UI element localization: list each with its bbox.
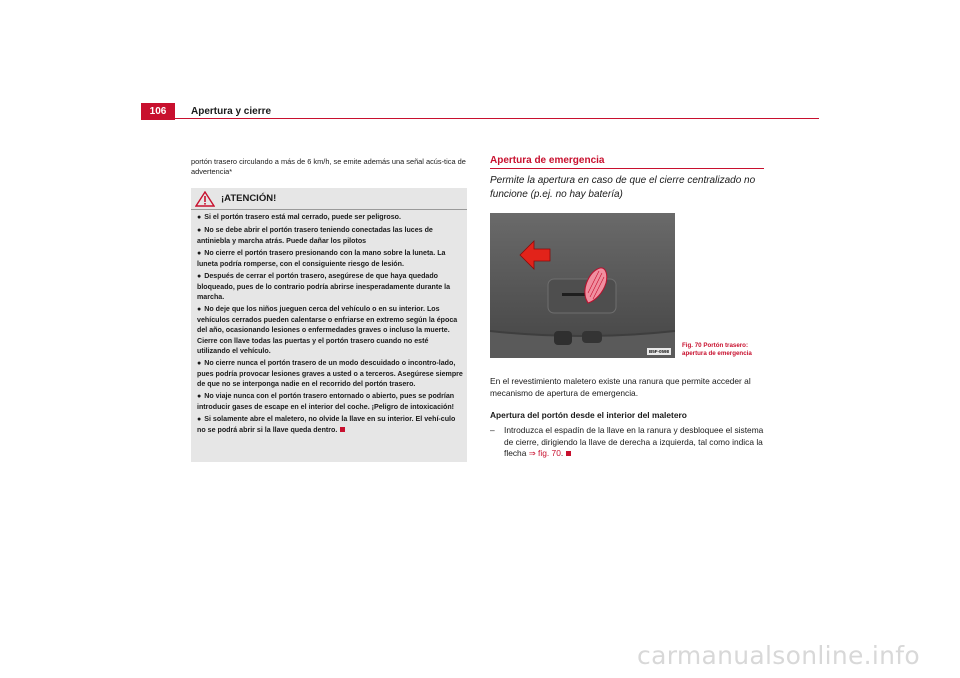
- warning-triangle-icon: [195, 191, 215, 207]
- warning-item: ● No viaje nunca con el portón trasero entornado o abierto, pues se podrían introducir gases de escape en el interior del coche. ¡Peligro de intoxicación!: [197, 391, 455, 412]
- warning-list: [197, 212, 463, 437]
- bullet-icon: ●: [197, 272, 202, 280]
- end-square-icon: [566, 451, 571, 456]
- bullet-icon: ●: [197, 306, 202, 313]
- end-square-icon: [340, 427, 345, 432]
- bullet-icon: ●: [197, 359, 202, 367]
- section-title: Apertura y cierre: [191, 106, 272, 117]
- figure-reference-link[interactable]: ⇒ fig. 70: [528, 448, 561, 459]
- section-subtitle: Permite la apertura en caso de que el cierre centralizado no funcione (p.ej. no hay batería): [490, 175, 756, 200]
- warning-box: [191, 188, 467, 462]
- bullet-icon: ●: [197, 415, 202, 423]
- bullet-icon: ●: [197, 226, 202, 234]
- procedure-step: – Introduzca el espadín de la llave en la ranura y desbloquee el sistema de cierre, dirigiendo la llave de derecha a izquierda, tal como indica la flecha ⇒ fig. 70.: [490, 425, 764, 459]
- warning-header: [191, 188, 467, 210]
- footer-watermark[interactable]: carmanualsonline.info: [637, 641, 920, 670]
- warning-item: ● Si el portón trasero está mal cerrado, puede ser peligroso.: [197, 213, 401, 221]
- warning-item: ● No cierre nunca el portón trasero de un modo descuidado o incontro-lado, pues podría provocar lesiones graves a usted o a terceros. Asegúrese siempre de que no se interponga nadie en el recorrido del portón trasero.: [197, 358, 463, 389]
- step-text: Introduzca el espadín de la llave en la ranura y desbloquee el sistema de cierre, dirigiendo la llave de derecha a izquierda, tal como indica la flecha: [504, 425, 764, 459]
- footer: [0, 633, 960, 678]
- figure-emergency-opening: [490, 213, 675, 358]
- warning-item: ● No deje que los niños jueguen cerca del vehículo o en su interior. Los vehículos cerrados pueden calentarse o enfriarse en extremo según la época del año, ocasionando lesiones o enfermedades graves o incluso la muerte. Cierre con llave todas las puertas y el portón trasero cuando no esté utilizando el vehículo.: [197, 305, 458, 355]
- warning-item: ● No se debe abrir el portón trasero teniendo conectadas las luces de antiniebla y marcha atrás. Puede dañar los pilotos: [197, 225, 433, 245]
- figure-code: B5F-0598: [648, 349, 669, 354]
- intro-text: portón trasero circulando a más de 6 km/h, se emite además una señal acús-tica de advertencia*: [191, 157, 466, 176]
- procedure-heading: Apertura del portón desde el interior del maletero: [490, 410, 687, 420]
- figure-caption: Fig. 70 Portón trasero: apertura de emergencia: [682, 342, 752, 357]
- warning-item: ● Si solamente abre el maletero, no olvide la llave en su interior. El vehí-culo no se podrá abrir si la llave queda dentro.: [197, 414, 456, 435]
- bullet-icon: ●: [197, 214, 202, 221]
- body-text: En el revestimiento maletero existe una ranura que permite acceder al mecanismo de apertura de emergencia.: [490, 376, 751, 398]
- step-dash: –: [490, 425, 495, 435]
- warning-title: ¡ATENCIÓN!: [221, 193, 277, 204]
- warning-item: ● Después de cerrar el portón trasero, asegúrese de que haya quedado bloqueado, pues de lo contrario podría abrirse inesperadamente durante la marcha.: [197, 271, 451, 302]
- page-number: 106: [141, 103, 175, 120]
- tailgate-illustration: [490, 213, 675, 358]
- bullet-icon: ●: [197, 249, 202, 257]
- warning-item: ● No cierre el portón trasero presionando con la mano sobre la luneta. La luneta podría romperse, con el consiguiente riesgo de lesión.: [197, 248, 446, 268]
- header-rule: [141, 118, 819, 119]
- bullet-icon: ●: [197, 392, 202, 400]
- title-rule: [490, 168, 764, 169]
- emergency-section-title: Apertura de emergencia: [490, 155, 605, 166]
